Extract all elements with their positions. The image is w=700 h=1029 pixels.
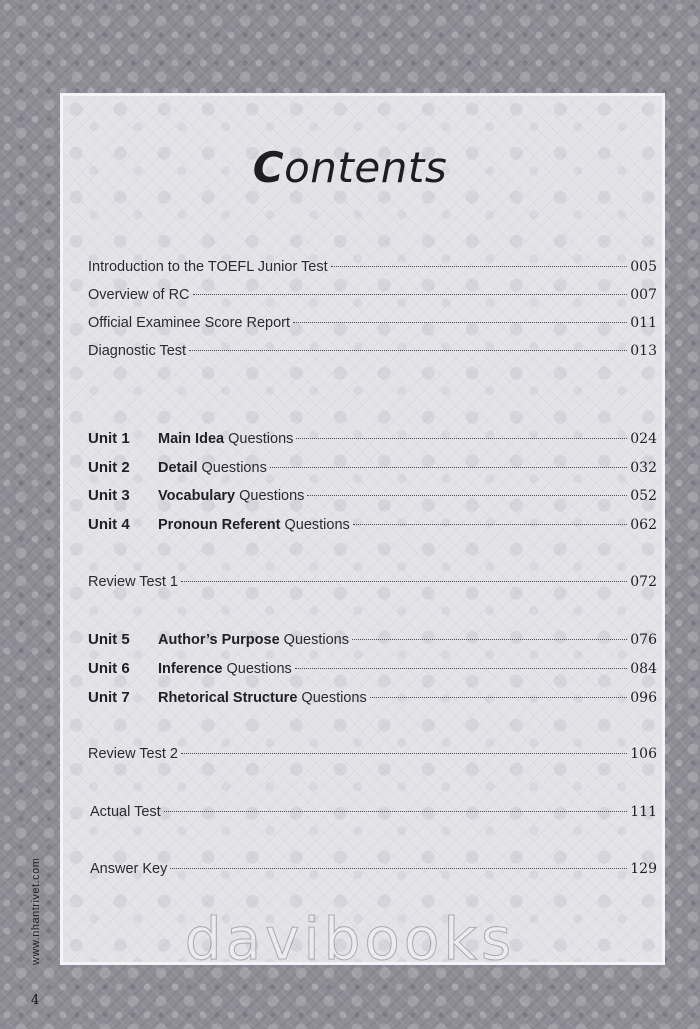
dot-leader: [331, 266, 628, 267]
unit-topic: Main Idea: [158, 431, 225, 447]
toc-entry-unit-4[interactable]: [88, 516, 657, 540]
entry-label: Introduction to the TOEFL Junior Test: [88, 259, 328, 275]
entry-page: 024: [630, 431, 657, 447]
unit-suffix: Questions: [235, 488, 305, 504]
toc-entry-introduction[interactable]: [88, 259, 657, 283]
entry-label: Diagnostic Test: [88, 343, 187, 359]
entry-page: 111: [630, 804, 657, 820]
page-number: 4: [31, 993, 40, 1008]
sidebar-url: www.nhantrivet.com: [30, 857, 42, 965]
unit-suffix: Questions: [280, 517, 350, 533]
unit-suffix: Questions: [297, 690, 367, 706]
entry-page: 076: [630, 632, 657, 648]
entry-page: 084: [630, 661, 657, 677]
watermark: davibooks: [184, 905, 516, 973]
entry-label: Review Test 1: [88, 574, 178, 590]
entry-label: [158, 661, 292, 677]
unit-topic: Inference: [158, 661, 223, 677]
entry-label: [158, 431, 293, 447]
toc-entry-overview[interactable]: [88, 287, 657, 311]
dot-leader: [189, 350, 627, 351]
entry-page: 129: [630, 861, 657, 877]
entry-page: 106: [630, 746, 657, 762]
title-initial: C: [252, 143, 285, 192]
toc-entry-unit-7[interactable]: [88, 689, 657, 713]
toc-entry-review-test-1[interactable]: [88, 574, 657, 598]
unit-number: Unit 2: [88, 459, 130, 476]
dot-leader: [352, 639, 627, 640]
entry-page: 052: [630, 488, 657, 504]
dot-leader: [181, 753, 627, 754]
unit-number: Unit 1: [88, 430, 130, 447]
entry-page: 007: [630, 287, 657, 303]
entry-label: [158, 632, 349, 648]
entry-label: [158, 460, 267, 476]
toc-entry-unit-1[interactable]: [88, 430, 657, 454]
dot-leader: [270, 467, 627, 468]
dot-leader: [193, 294, 628, 295]
dot-leader: [293, 322, 627, 323]
toc-entry-diagnostic[interactable]: [88, 343, 657, 367]
entry-label: Review Test 2: [88, 746, 178, 762]
dot-leader: [296, 438, 627, 439]
entry-label: Answer Key: [90, 861, 168, 877]
unit-topic: Vocabulary: [158, 488, 236, 504]
unit-number: Unit 7: [88, 689, 130, 706]
toc-entry-unit-2[interactable]: [88, 459, 657, 483]
entry-label: Actual Test: [90, 804, 161, 820]
entry-page: 096: [630, 690, 657, 706]
entry-page: 072: [630, 574, 657, 590]
entry-label: Official Examinee Score Report: [88, 315, 291, 331]
toc-entry-review-test-2[interactable]: [88, 746, 657, 770]
unit-number: Unit 3: [88, 487, 130, 504]
unit-suffix: Questions: [222, 661, 292, 677]
entry-page: 011: [630, 315, 657, 331]
unit-suffix: Questions: [224, 431, 294, 447]
dot-leader: [164, 811, 628, 812]
entry-label: [158, 488, 304, 504]
toc-entry-unit-5[interactable]: [88, 631, 657, 655]
unit-topic: Author’s Purpose: [158, 632, 280, 648]
unit-topic: Rhetorical Structure: [158, 690, 298, 706]
unit-topic: Detail: [158, 460, 198, 476]
dot-leader: [370, 697, 628, 698]
entry-page: 005: [630, 259, 657, 275]
entry-label: [158, 517, 350, 533]
unit-suffix: Questions: [197, 460, 267, 476]
dot-leader: [353, 524, 627, 525]
unit-number: Unit 6: [88, 660, 130, 677]
unit-suffix: Questions: [279, 632, 349, 648]
title-rest: ontents: [284, 143, 448, 192]
unit-topic: Pronoun Referent: [158, 517, 281, 533]
entry-page: 032: [630, 460, 657, 476]
toc-entry-actual-test[interactable]: [90, 804, 657, 828]
toc-entry-answer-key[interactable]: [90, 861, 657, 885]
entry-label: Overview of RC: [88, 287, 190, 303]
unit-number: Unit 5: [88, 631, 130, 648]
dot-leader: [307, 495, 627, 496]
entry-page: 062: [630, 517, 657, 533]
dot-leader: [295, 668, 627, 669]
toc-entry-score-report[interactable]: [88, 315, 657, 339]
toc-entry-unit-6[interactable]: [88, 660, 657, 684]
unit-number: Unit 4: [88, 516, 130, 533]
entry-page: 013: [630, 343, 657, 359]
toc-entry-unit-3[interactable]: [88, 487, 657, 511]
dot-leader: [181, 581, 627, 582]
entry-label: [158, 690, 367, 706]
dot-leader: [170, 868, 627, 869]
